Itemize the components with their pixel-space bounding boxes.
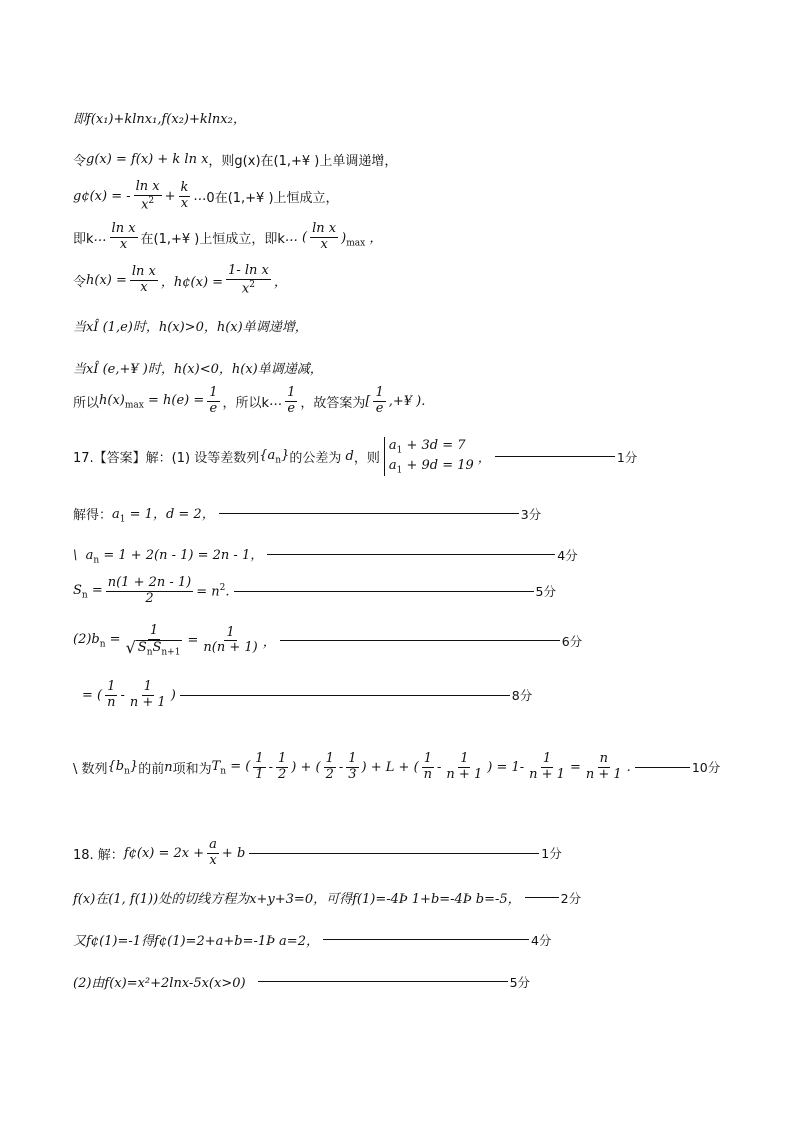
line-8: 所以 $h(x)_{max} = h(e)$ = $\frac{1}{e}$ ，所以k … $\frac{1}{e}$ ，故答案为 [ $\frac{1}{e}$ ,+¥ ).	[73, 385, 426, 416]
line-3: g¢(x) = - $\frac{\text{ln x}}{x^2}$ + $\frac{k}{x}$ … 0在(1,+¥ )上恒成立，	[73, 179, 339, 213]
line-1	[73, 108, 246, 127]
q18-score-4: 4分	[530, 932, 552, 948]
q18-score-1: 1分	[541, 846, 562, 862]
q17-line-6: = ( $\frac{1}{n}$ - $\frac{1}{n + 1}$ ) 8分	[82, 679, 533, 710]
q18-line-4: (2)由f(x)=x²+2lnx-5x(x>0) 5分	[73, 974, 531, 991]
score-3: 3分	[520, 506, 542, 522]
score-5: 5分	[535, 584, 556, 600]
line-1-text: 即f(x₁)+klnx₁,f(x₂)+klnx₂，	[73, 112, 246, 127]
q17-line-2: 解得： $a_1 = 1$，d = 2， 3分	[73, 506, 542, 525]
score-10: 10分	[691, 760, 721, 776]
score-1: 1分	[616, 449, 638, 465]
q17-line-1: 17.【答案】解：(1) 设等差数列 $\{a_n\}$ 的公差为 d ，则 $a_1 + 3d = 7$ $a_1 + 9d = 19$ ， 1分	[73, 438, 638, 476]
q17-line-5: $(2)b_n$ = 1 √ $S_nS_{n+1}$ = $\frac{1}{n(n + 1)}$ ， 6分	[73, 623, 583, 658]
line-4: 即k … $\frac{\text{ln x}}{x}$ 在(1,+¥ )上恒成立，即k … ( $\frac{\text{ln x}}{x}$ )$_{max}$ ，	[73, 221, 383, 252]
score-8: 8分	[511, 688, 533, 704]
q17-line-7: \ 数列 $\{b_n\}$ 的前 n 项和为 $T_n$ = ( $\frac{1}{1}$ - $\frac{1}{2}$ ) + ( $\frac{1}{2}$ - $\frac{1}{3}$ ) + L + ( $\frac{1}{n}$ - $\frac{1}{n + 1}$ ) = 1- $\frac{1}{n + 1}$ = $\frac{n}{n + 1}$ . 10分	[73, 751, 721, 782]
q18-score-2: 2分	[560, 890, 582, 906]
line-2: 令 g(x) = f(x) + k ln x ，则g(x)在(1,+¥ )上单调递增，	[73, 152, 398, 169]
line-5: 令 h(x) = $\frac{\text{ln x}}{x}$ ，h¢(x) = $\frac{\text{1- ln x}}{x^2}$ ，	[73, 263, 287, 297]
score-6: 6分	[561, 633, 583, 649]
q18-line-1: 18. 解： f¢(x) = 2x + $\frac{a}{x}$ + b 1分	[73, 837, 562, 868]
q17-line-3: \ $a_n = 1 + 2(n - 1) = 2n - 1$， 4分	[73, 547, 578, 566]
q18-line-2: f(x)在(1, f(1))处的切线方程为x+y+3=0，可得f(1)=-4Þ 1+b=-4Þ b=-5， 2分	[73, 890, 582, 907]
line-7: 当xÎ (e,+¥ )时，h(x)<0，h(x)单调递减，	[73, 362, 323, 377]
score-4: 4分	[557, 547, 578, 563]
q17-line-4: $S_n$ = $\frac{n(1 + 2n - 1)}{2}$ = $n^2$. 5分	[73, 575, 556, 606]
q18-line-3: 又f¢(1)=-1得f¢(1)=2+a+b=-1Þ a=2， 4分	[73, 932, 552, 949]
line-6: 当xÎ (1,e)时，h(x)>0，h(x)单调递增，	[73, 320, 308, 335]
q18-score-5: 5分	[509, 974, 531, 990]
